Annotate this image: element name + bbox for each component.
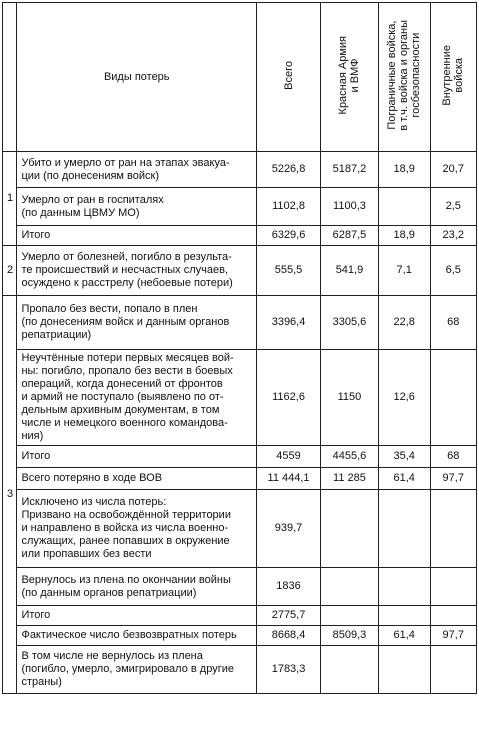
red-army-cell: 5187,2 <box>321 152 379 188</box>
red-army-cell: 4455,6 <box>321 446 379 468</box>
red-army-cell: 8509,3 <box>321 626 379 646</box>
red-army-cell: 6287,5 <box>321 226 379 246</box>
table-row <box>3 626 477 646</box>
header-red-army: Красная Армия и ВМФ <box>321 3 379 152</box>
border-troops-cell <box>378 606 430 626</box>
total-cell: 3396,4 <box>257 296 321 350</box>
total-cell: 1162,6 <box>257 350 321 446</box>
loss-type-cell: Умерло от ран в госпиталях (по данным ЦВМУ МО) <box>17 188 257 226</box>
table-row <box>3 646 477 694</box>
group-number: 1 <box>3 152 17 246</box>
border-troops-cell: 35,4 <box>378 446 430 468</box>
red-army-cell: 1100,3 <box>321 188 379 226</box>
internal-troops-cell: 97,7 <box>430 626 477 646</box>
table-row <box>3 568 477 606</box>
internal-troops-cell <box>430 490 477 568</box>
border-troops-cell: 61,4 <box>378 468 430 490</box>
internal-troops-cell: 68 <box>430 296 477 350</box>
total-cell: 1102,8 <box>257 188 321 226</box>
loss-type-cell: Неучтённые потери первых месяцев вой- ны: погибло, пропало без вести в боевых операций, когда донесений от фронтов и армий не поступало (выявлено по от- дельным архивным документам, в том числе и немецкого военного командова- ния) <box>17 350 257 446</box>
loss-type-cell: Итого <box>17 446 257 468</box>
total-cell: 6329,6 <box>257 226 321 246</box>
border-troops-cell: 22,8 <box>378 296 430 350</box>
border-troops-cell <box>378 188 430 226</box>
table-row <box>3 246 477 296</box>
total-cell: 1783,3 <box>257 646 321 694</box>
total-cell: 2775,7 <box>257 606 321 626</box>
border-troops-cell <box>378 568 430 606</box>
loss-type-cell: Фактическое число безвозвратных потерь <box>17 626 257 646</box>
internal-troops-cell: 6,5 <box>430 246 477 296</box>
internal-troops-cell: 20,7 <box>430 152 477 188</box>
internal-troops-cell: 97,7 <box>430 468 477 490</box>
table-row <box>3 296 477 350</box>
internal-troops-cell <box>430 568 477 606</box>
red-army-cell <box>321 490 379 568</box>
red-army-cell: 541,9 <box>321 246 379 296</box>
total-cell: 4559 <box>257 446 321 468</box>
internal-troops-cell <box>430 646 477 694</box>
loss-type-cell: Умерло от болезней, погибло в результа- те происшествий и несчастных случаев, осуждено к расстрелу (небоевые потери) <box>17 246 257 296</box>
red-army-cell <box>321 568 379 606</box>
border-troops-cell: 12,6 <box>378 350 430 446</box>
border-troops-cell <box>378 490 430 568</box>
loss-type-cell: Вернулось из плена по окончании войны (по данным органов репатриации) <box>17 568 257 606</box>
table-row <box>3 490 477 568</box>
loss-type-cell: Всего потеряно в ходе ВОВ <box>17 468 257 490</box>
table-row <box>3 350 477 446</box>
border-troops-cell <box>378 646 430 694</box>
loss-type-cell: В том числе не вернулось из плена (погибло, умерло, эмигрировало в другие страны) <box>17 646 257 694</box>
total-cell: 555,5 <box>257 246 321 296</box>
loss-type-cell: Исключено из числа потерь: Призвано на освобождённой территории и направлено в войска из числа военно- служащих, ранее попавших в окружение или пропавших без вести <box>17 490 257 568</box>
border-troops-cell: 18,9 <box>378 226 430 246</box>
internal-troops-cell: 2,5 <box>430 188 477 226</box>
table-row <box>3 606 477 626</box>
header-total: Всего <box>257 3 321 152</box>
border-troops-cell: 18,9 <box>378 152 430 188</box>
table-row <box>3 226 477 246</box>
header-num <box>3 3 17 152</box>
red-army-cell <box>321 606 379 626</box>
table-row <box>3 468 477 490</box>
border-troops-cell: 7,1 <box>378 246 430 296</box>
red-army-cell <box>321 646 379 694</box>
red-army-cell: 11 285 <box>321 468 379 490</box>
loss-type-cell: Пропало без вести, попало в плен (по донесениям войск и данным органов репатриации) <box>17 296 257 350</box>
red-army-cell: 1150 <box>321 350 379 446</box>
total-cell: 11 444,1 <box>257 468 321 490</box>
total-cell: 8668,4 <box>257 626 321 646</box>
table-row <box>3 188 477 226</box>
internal-troops-cell <box>430 350 477 446</box>
loss-type-cell: Итого <box>17 606 257 626</box>
internal-troops-cell: 68 <box>430 446 477 468</box>
loss-type-cell: Итого <box>17 226 257 246</box>
internal-troops-cell <box>430 606 477 626</box>
table-row <box>3 446 477 468</box>
total-cell: 939,7 <box>257 490 321 568</box>
total-cell: 5226,8 <box>257 152 321 188</box>
red-army-cell: 3305,6 <box>321 296 379 350</box>
group-number: 2 <box>3 246 17 296</box>
table-row <box>3 152 477 188</box>
loss-type-cell: Убито и умерло от ран на этапах эвакуа- ции (по донесениям войск) <box>17 152 257 188</box>
losses-table <box>2 2 477 694</box>
header-border-troops: Пограничные войска, в т.ч. войска и органы госбезопасности <box>378 3 430 152</box>
group-number: 3 <box>3 296 17 694</box>
total-cell: 1836 <box>257 568 321 606</box>
header-loss-type: Виды потерь <box>17 3 257 152</box>
header-internal-troops: Внутренние войска <box>430 3 477 152</box>
border-troops-cell: 61,4 <box>378 626 430 646</box>
header-row <box>3 3 477 152</box>
internal-troops-cell: 23,2 <box>430 226 477 246</box>
